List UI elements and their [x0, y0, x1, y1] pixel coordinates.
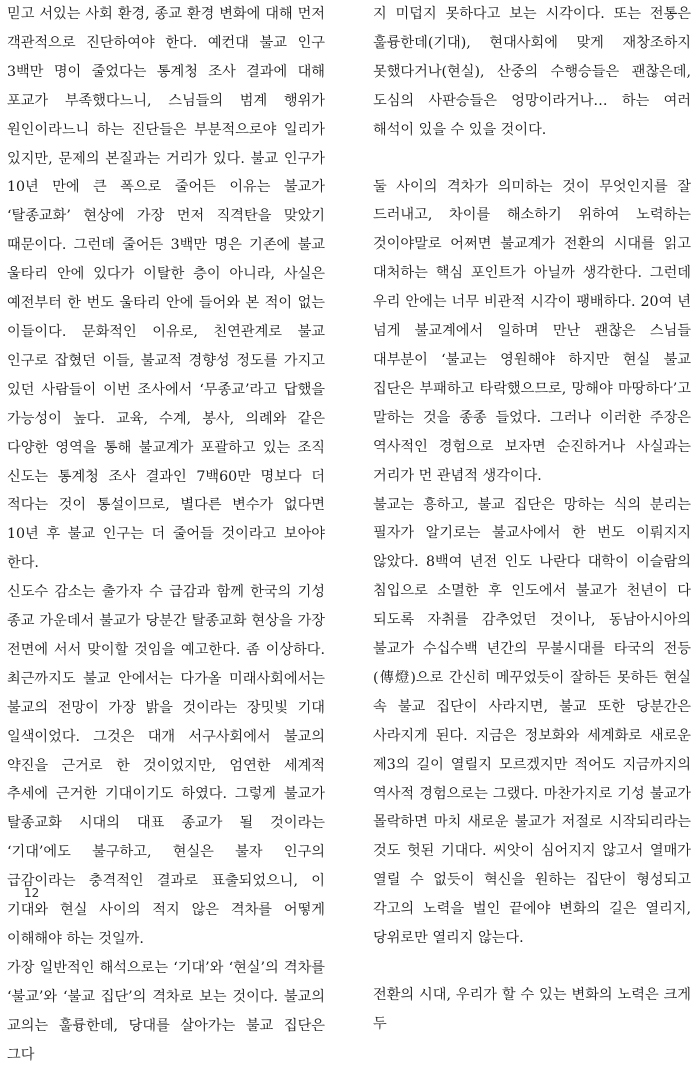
paragraph: 가장 일반적인 해석으로는 ‘기대’와 ‘현실’의 격차를 ‘불교’와 ‘불교 집단’의 격차로 보는 것이다. 불교의 교의는 훌륭한데, 당대를 살아가는 불교 집단은 그다: [7, 959, 325, 1063]
paragraph: 믿고 서있는 사회 환경, 종교 환경 변화에 대해 먼저 객관적으로 진단하여야 한다. 예컨대 불교 인구 3백만 명이 줄었다는 통계청 조사 결과에 대해 포교가 부족했다느니, 스님들의 범계 행위가 원인이라느니 하는 진단들은 부분적으로야 일리가 있지만, 문제의 본질과는 거리가 있다. 불교 인구가 10년 만에 큰 폭으로 줄어든 이유는 불교가 ‘탈종교화’ 현상에 가장 먼저 직격탄을 맞았기 때문이다. 그런데 줄어든 3백만 명은 기존에 불교 울타리 안에 있다가 이탈한 층이 아니라, 사실은 예전부터 한 번도 울타리 안에 들어와 본 적이 없는 이들이다. 문화적인 이유로, 친연관계로 불교 인구로 잡혔던 이들, 불교적 경향성 정도를 가지고 있던 사람들이 이번 조사에서 ‘무종교’라고 답했을 가능성이 높다. 교육, 수계, 봉사, 의례와 같은 다양한 영역을 통해 불교계가 포괄하고 있는 조직 신도는 통계청 조사 결과인 7백60만 명보다 더 적다는 것이 통설이므로, 별다른 변수가 없다면 10년 후 불교 인구는 더 줄어들 것이라고 보아야 한다.: [7, 6, 325, 572]
paragraph: 둘 사이의 격차가 의미하는 것이 무엇인지를 잘 드러내고, 차이를 해소하기 위하여 노력하는 것이야말로 어쩌면 불교계가 전환의 시대를 읽고 대처하는 핵심 포인트가 아닐까 생각한다. 그런데 우리 안에는 너무 비관적 시각이 팽배하다. 20여 년 넘게 불교계에서 일하며 만난 괜찮은 스님들 대부분이 ‘불교는 영원해야 하지만 현실 불교 집단은 부패하고 타락했으므로, 망해야 마땅하다’고 말하는 것을 종종 들었다. 그러나 이러한 주장은 역사적인 경험으로 보자면 순진하거나 사실과는 거리가 먼 관념적 생각이다.: [373, 178, 691, 484]
paragraph: 불교는 흥하고, 불교 집단은 망하는 식의 분리는 필자가 알기로는 불교사에서 한 번도 이뤄지지 않았다. 8백여 년전 인도 나란다 대학이 이슬람의 침입으로 소멸한 후 인도에서 불교가 천년이 다 되도록 자취를 감추었던 것이나, 동남아시아의 불교가 수십수백 년간의 무불시대를 타국의 전등(傳燈)으로 간신히 메꾸었듯이 잘하든 못하든 현실 속 불교 집단이 사라지면, 불교 또한 당분간은 사라지게 된다. 지금은 정보화와 세계화로 새로운 제3의 길이 열릴지 모르겠지만 적어도 지금까지의 역사적 경험으로는 그랬다. 마찬가지로 기성 불교가 몰락하면 마치 새로운 불교가 저절로 시작되리라는 것도 헛된 기대다. 씨앗이 심어지지 않고서 열매가 열릴 수 없듯이 혁신을 원하는 집단이 형성되고 각고의 노력을 벌인 끝에야 변화의 길은 열리지, 당위로만 열리지 않는다.: [373, 496, 691, 947]
paragraph: 지 미덥지 못하다고 보는 시각이다. 또는 전통은 훌륭한데(기대), 현대사회에 맞게 재창조하지 못했다거나(현실), 산중의 수행승들은 괜찮은데, 도심의 사판승들은 엉망이라거나… 하는 여러 해석이 있을 수 있을 것이다.: [373, 6, 691, 138]
paragraph: 전환의 시대, 우리가 할 수 있는 변화의 노력은 크게 두: [373, 987, 691, 1032]
page-number: 12: [24, 886, 40, 900]
paragraph: 신도수 감소는 출가자 수 급감과 함께 한국의 기성 종교 가운데서 불교가 당분간 탈종교화 현상을 가장 전면에 서서 맞이할 것임을 예고한다. 좀 이상하다. 최근까지도 불교 안에서는 다가올 미래사회에서는 불교의 전망이 가장 밝을 것이라는 장밋빛 기대 일색이었다. 그것은 대개 서구사회에서 불교의 약진을 근거로 한 것이었지만, 엄연한 세계적 추세에 근거한 기대이기도 하였다. 그렇게 불교가 탈종교화 시대의 대표 종교가 될 것이라는 ‘기대’에도 불구하고, 현실은 불자 인구의 급감이라는 충격적인 결과로 표출되었으니, 이 기대와 현실 사이의 적지 않은 격차를 어떻게 이해해야 하는 것일까.: [7, 584, 325, 947]
left-column: [7, 0, 325, 1070]
right-column: [373, 0, 691, 1039]
